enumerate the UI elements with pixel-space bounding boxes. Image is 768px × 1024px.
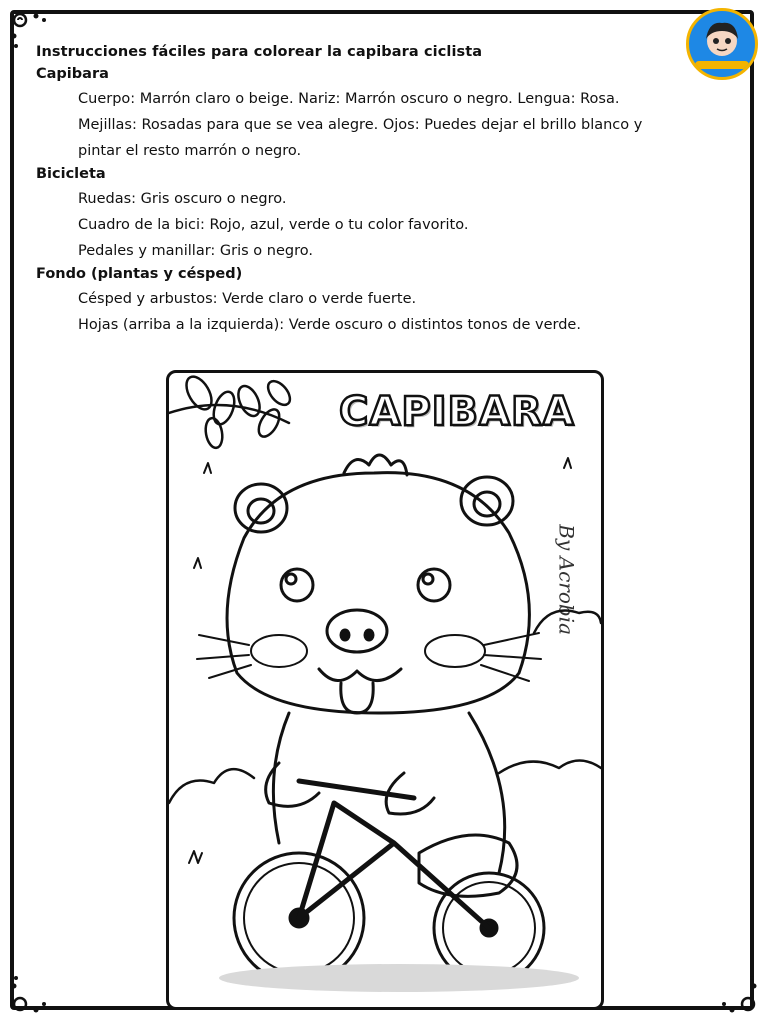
bush-right-low [499,761,601,774]
instruction-line: Cuerpo: Marrón claro o beige. Nariz: Marrón oscuro o negro. Lengua: Rosa. [78,91,620,107]
instruction-line: Mejillas: Rosadas para que se vea alegre. Ojos: Puedes dejar el brillo blanco y [78,117,643,133]
bush-left [169,769,254,803]
corner-swirl-bottom-left [6,972,52,1018]
section-heading-bicycle: Bicicleta [36,166,106,182]
section-heading-capybara: Capibara [36,66,109,82]
bush-right [534,611,601,634]
instruction-line: Hojas (arriba a la izquierda): Verde oscuro o distintos tonos de verde. [78,317,581,333]
artist-signature: By Acrobia [555,524,579,635]
leaves-drawing [169,373,294,449]
instruction-line: Ruedas: Gris oscuro o negro. [78,191,287,207]
section-heading-background: Fondo (plantas y césped) [36,266,243,282]
instruction-line: Cuadro de la bici: Rojo, azul, verde o tu color favorito. [78,217,469,233]
instructions-title: Instrucciones fáciles para colorear la capibara ciclista [36,44,483,60]
instruction-line: pintar el resto marrón o negro. [78,143,302,159]
corner-swirl-bottom-right [716,972,762,1018]
coloring-illustration [166,370,604,1010]
instructions [36,44,726,338]
illustration-title: CAPIBARA [339,389,575,435]
instruction-line: Césped y arbustos: Verde claro o verde fuerte. [78,291,417,307]
capybara-drawing [169,373,601,1007]
instruction-line: Pedales y manillar: Gris o negro. [78,243,313,259]
